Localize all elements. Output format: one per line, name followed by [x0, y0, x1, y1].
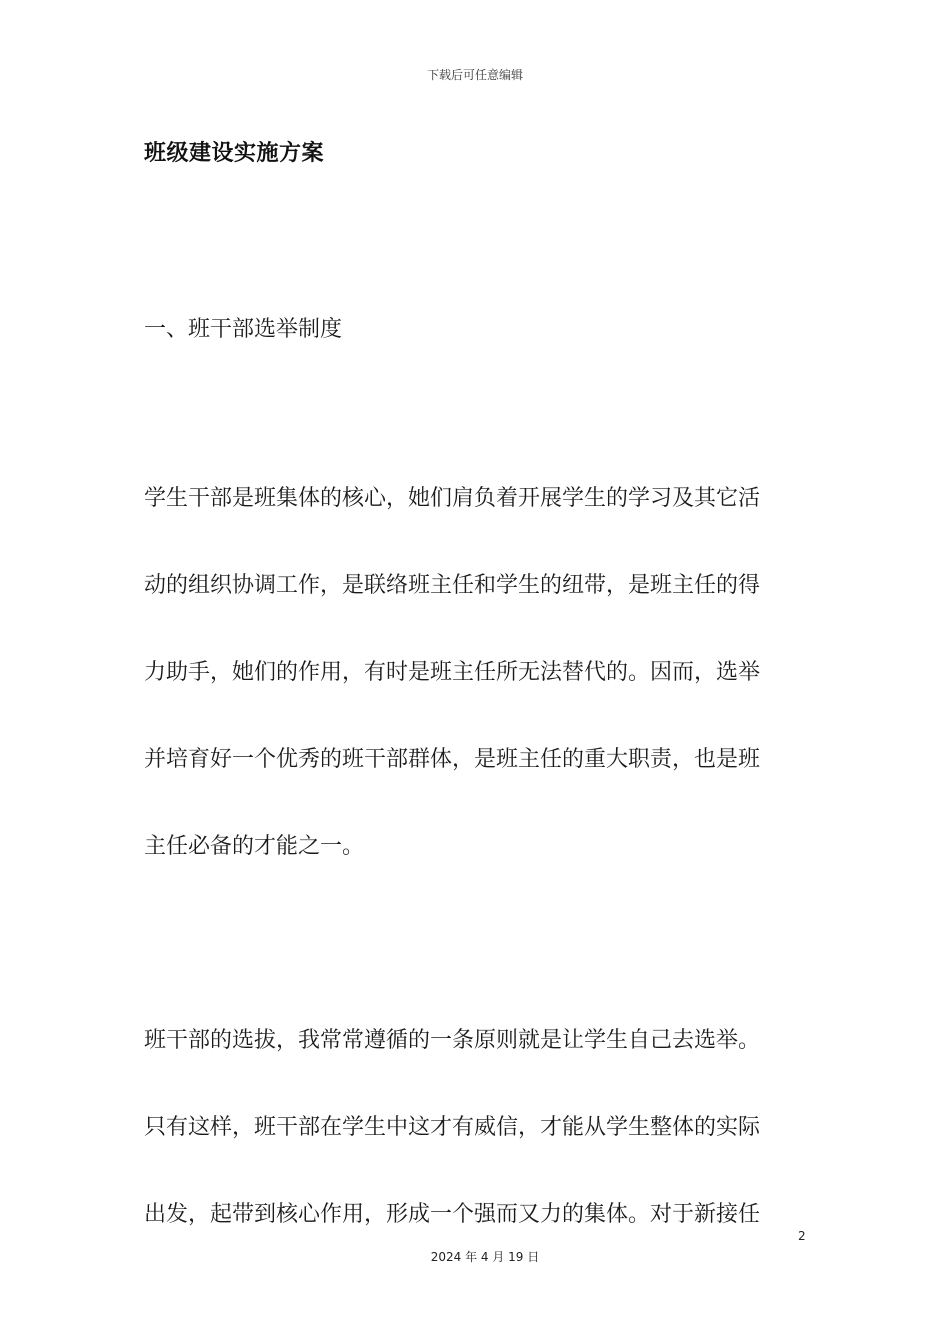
document-title: 班级建设实施方案 — [144, 141, 325, 166]
paragraph-line: 班干部的选拔，我常常遵循的一条原则就是让学生自己去选举。 — [144, 1028, 761, 1053]
paragraph-line: 主任必备的才能之一。 — [144, 834, 365, 859]
paragraph-line: 力助手，她们的作用，有时是班主任所无法替代的。因而，选举 — [144, 660, 761, 685]
page-footer-date: 2024 年 4 月 19 日 — [430, 1250, 540, 1264]
page-number: 2 — [798, 1229, 806, 1243]
paragraph-2 — [144, 997, 804, 1258]
paragraph-line: 并培育好一个优秀的班干部群体，是班主任的重大职责，也是班 — [144, 747, 761, 772]
paragraph-line: 只有这样，班干部在学生中这才有威信，才能从学生整体的实际 — [144, 1115, 761, 1140]
paragraph-line: 出发，起带到核心作用，形成一个强而又力的集体。对于新接任 — [144, 1202, 761, 1227]
section-heading: 一、班干部选举制度 — [144, 317, 343, 342]
paragraph-1 — [144, 455, 804, 890]
paragraph-line: 动的组织协调工作，是联络班主任和学生的纽带，是班主任的得 — [144, 573, 761, 598]
paragraph-line: 学生干部是班集体的核心，她们肩负着开展学生的学习及其它活 — [144, 486, 761, 511]
page-header: 下载后可任意编辑 — [426, 68, 523, 82]
